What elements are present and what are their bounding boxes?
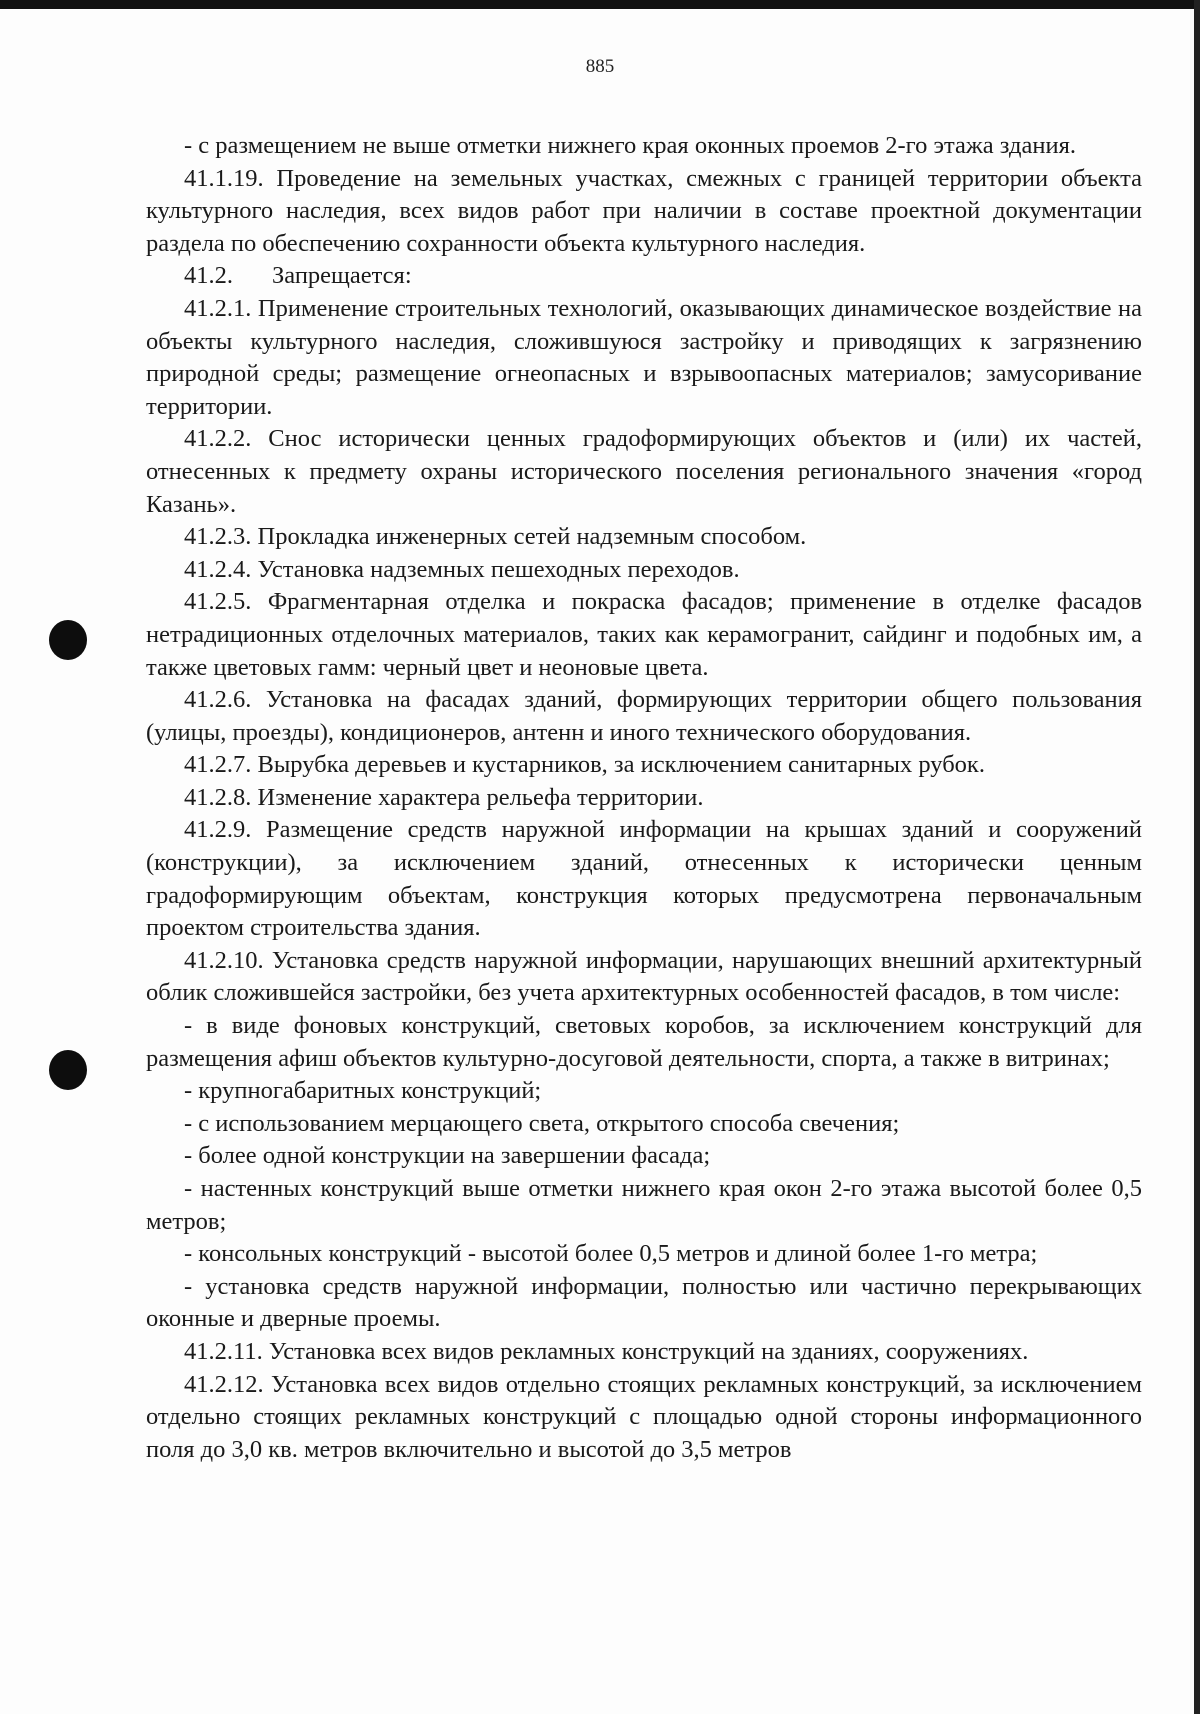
paragraph-text: - в виде фоновых конструкций, световых коробов, за исключением конструкций для размещения афиш объектов культурно-досуговой деятельности, спорта, а также в витринах; — [146, 1012, 1142, 1072]
paragraph — [146, 1238, 1142, 1271]
item-number: 41.2.8. — [184, 783, 252, 811]
item-number: 41.1.19. — [184, 164, 264, 192]
paragraph-text: Проведение на земельных участках, смежных с границей территории объекта культурного наследия, всех видов работ при наличии в составе проектной документации раздела по обеспечению сохранности объекта культурного наследия. — [146, 164, 1143, 257]
item-number: 41.2.9. — [184, 816, 252, 844]
paragraph — [146, 749, 1142, 782]
paragraph-text: - с размещением не выше отметки нижнего края оконных проемов 2-го этажа здания. — [184, 132, 1077, 159]
item-number: 41.2.1. — [184, 294, 252, 322]
paragraph-text: - крупногабаритных конструкций; — [184, 1077, 542, 1105]
paragraph-text: Установка на фасадах зданий, формирующих территории общего пользования (улицы, проезды), кондиционеров, антенн и иного технического оборудования. — [146, 686, 1142, 746]
item-number: 41.2.7. — [184, 751, 252, 779]
paragraph-text: Снос исторически ценных градоформирующих объектов и (или) их частей, отнесенных к предмету охраны исторического поселения регионального значения «город Казань». — [146, 425, 1143, 518]
paragraph — [146, 1075, 1142, 1108]
document-body — [146, 130, 1142, 1466]
paragraph-text: Установка надземных пешеходных переходов. — [257, 555, 740, 583]
paragraph-text: - настенных конструкций выше отметки нижнего края окон 2-го этажа высотой более 0,5 метров; — [146, 1175, 1142, 1235]
paragraph — [146, 293, 1142, 423]
item-number: 41.2.4. — [184, 555, 252, 583]
paragraph — [146, 814, 1142, 944]
paragraph — [146, 945, 1142, 1010]
paragraph — [146, 423, 1142, 521]
paragraph-text: Применение строительных технологий, оказывающих динамическое воздействие на объекты культурного наследия, сложившуюся застройку и приводящих к загрязнению природной среды; размещение огнеопасных и взрывоопасных материалов; замусоривание территории. — [146, 294, 1143, 420]
paragraph — [146, 1108, 1142, 1141]
paragraph-text: Установка всех видов рекламных конструкций на зданиях, сооружениях. — [268, 1337, 1029, 1365]
paragraph-text: - установка средств наружной информации, полностью или частично перекрывающих оконные и дверные проемы. — [146, 1272, 1142, 1333]
paragraph-text: Установка средств наружной информации, нарушающих внешний архитектурный облик сложившейся застройки, без учета архитектурных особенностей фасадов, в том числе: — [146, 946, 1142, 1007]
paragraph-text: - с использованием мерцающего света, открытого способа свечения; — [184, 1109, 900, 1137]
paragraph-text: Фрагментарная отделка и покраска фасадов; применение в отделке фасадов нетрадиционных отделочных материалов, таких как керамогранит, сайдинг и подобных им, а также цветовых гамм: черный цвет и неоновые цвета. — [146, 588, 1143, 681]
paragraph — [146, 782, 1142, 815]
paragraph-text: - консольных конструкций - высотой более 0,5 метров и длиной более 1-го метра; — [184, 1240, 1038, 1268]
paragraph-text: - более одной конструкции на завершении фасада; — [184, 1142, 711, 1170]
paragraph — [146, 1140, 1142, 1173]
paragraph — [146, 684, 1142, 749]
paragraph-text: Запрещается: — [272, 262, 412, 290]
paragraph — [146, 163, 1142, 261]
scan-right-edge — [1194, 0, 1200, 1714]
item-number: 41.2.3. — [184, 523, 252, 551]
paragraph — [146, 586, 1142, 684]
paragraph — [146, 130, 1142, 163]
item-number: 41.2. — [184, 262, 233, 290]
paragraph — [146, 1271, 1142, 1336]
item-number: 41.2.10. — [184, 946, 264, 974]
paragraph-text: Размещение средств наружной информации на крышах зданий и сооружений (конструкции), за исключением зданий, отнесенных к исторически ценным градоформирующим объектам, конструкция которых предусмотрена первоначальным проектом строительства здания. — [146, 816, 1142, 942]
item-number: 41.2.11. — [184, 1337, 263, 1365]
paragraph — [146, 1369, 1142, 1467]
paragraph-text: Установка всех видов отдельно стоящих рекламных конструкций, за исключением отдельно стоящих рекламных конструкций с площадью одной стороны информационного поля до 3,0 кв. метров включительно и высотой до 3,5 метров — [146, 1370, 1142, 1463]
item-number: 41.2.5. — [184, 588, 252, 616]
item-number: 41.2.2. — [184, 425, 252, 453]
section-heading — [146, 260, 1142, 293]
binder-hole-mark — [49, 1050, 87, 1090]
item-number: 41.2.12. — [184, 1370, 264, 1398]
paragraph — [146, 1336, 1142, 1369]
binder-hole-mark — [49, 620, 87, 660]
paragraph-text: Прокладка инженерных сетей надземным способом. — [257, 523, 807, 551]
paragraph — [146, 521, 1142, 554]
paragraph — [146, 554, 1142, 587]
scan-top-edge — [0, 0, 1200, 9]
paragraph-text: Вырубка деревьев и кустарников, за исключением санитарных рубок. — [257, 751, 985, 779]
paragraph — [146, 1173, 1142, 1238]
page-number: 885 — [585, 56, 615, 77]
item-number: 41.2.6. — [184, 686, 252, 714]
paragraph-text: Изменение характера рельефа территории. — [257, 783, 704, 811]
paragraph — [146, 1010, 1142, 1075]
